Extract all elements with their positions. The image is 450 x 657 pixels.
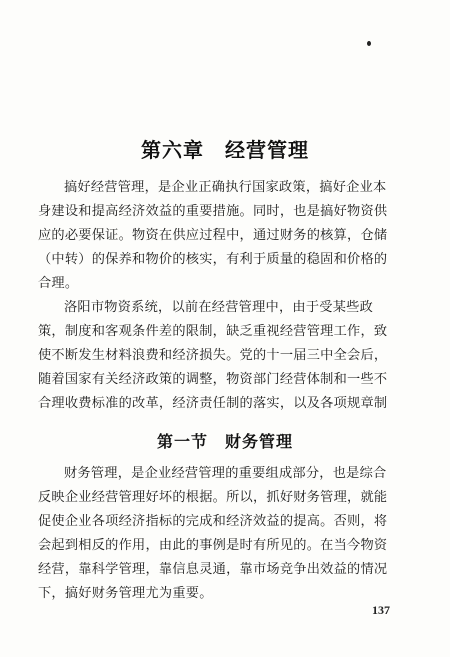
body-line: 财务管理，是企业经营管理的重要组成部分，也是综合 xyxy=(64,466,387,481)
body-line: 应的必要保证。物资在供应过程中，通过财务的核算，仓储 xyxy=(38,228,388,243)
body-line: 反映企业经营管理好坏的根据。所以，抓好财务管理，就能 xyxy=(38,490,388,505)
body-line: 搞好经营管理，是企业正确执行国家政策，搞好企业本 xyxy=(64,180,387,195)
body-line: 使不断发生材料浪费和经济损失。党的十一届三中全会后， xyxy=(38,348,388,363)
body-line: 随着国家有关经济政策的调整，物资部门经营体制和一些不 xyxy=(38,372,388,387)
body-line: 促使企业各项经济指标的完成和经济效益的提高。否则，将 xyxy=(38,514,388,529)
page-number: 137 xyxy=(372,603,390,617)
chapter-title: 第六章 经营管理 xyxy=(141,138,309,162)
body-line: 会起到相反的作用，由此的事例是时有所见的。在当今物资 xyxy=(38,538,388,553)
section-title: 第一节 财务管理 xyxy=(156,432,293,451)
body-line: 洛阳市物资系统，以前在经营管理中，由于受某些政 xyxy=(64,300,374,315)
body-line: 策，制度和客观条件差的限制，缺乏重视经营管理工作，致 xyxy=(38,324,388,339)
body-line: 合理收费标准的改革，经济责任制的落实，以及各项规章制 xyxy=(38,396,388,411)
ink-speck xyxy=(367,41,371,46)
body-line: 下，搞好财务管理尤为重要。 xyxy=(38,586,213,601)
body-line: 经营，靠科学管理，靠信息灵通，靠市场竞争出效益的情况 xyxy=(38,562,388,577)
body-line: （中转）的保养和物价的核实，有利于质量的稳固和价格的 xyxy=(38,252,388,267)
body-line: 合理。 xyxy=(38,276,79,291)
body-line: 身建设和提高经济效益的重要措施。同时，也是搞好物资供 xyxy=(38,204,388,219)
